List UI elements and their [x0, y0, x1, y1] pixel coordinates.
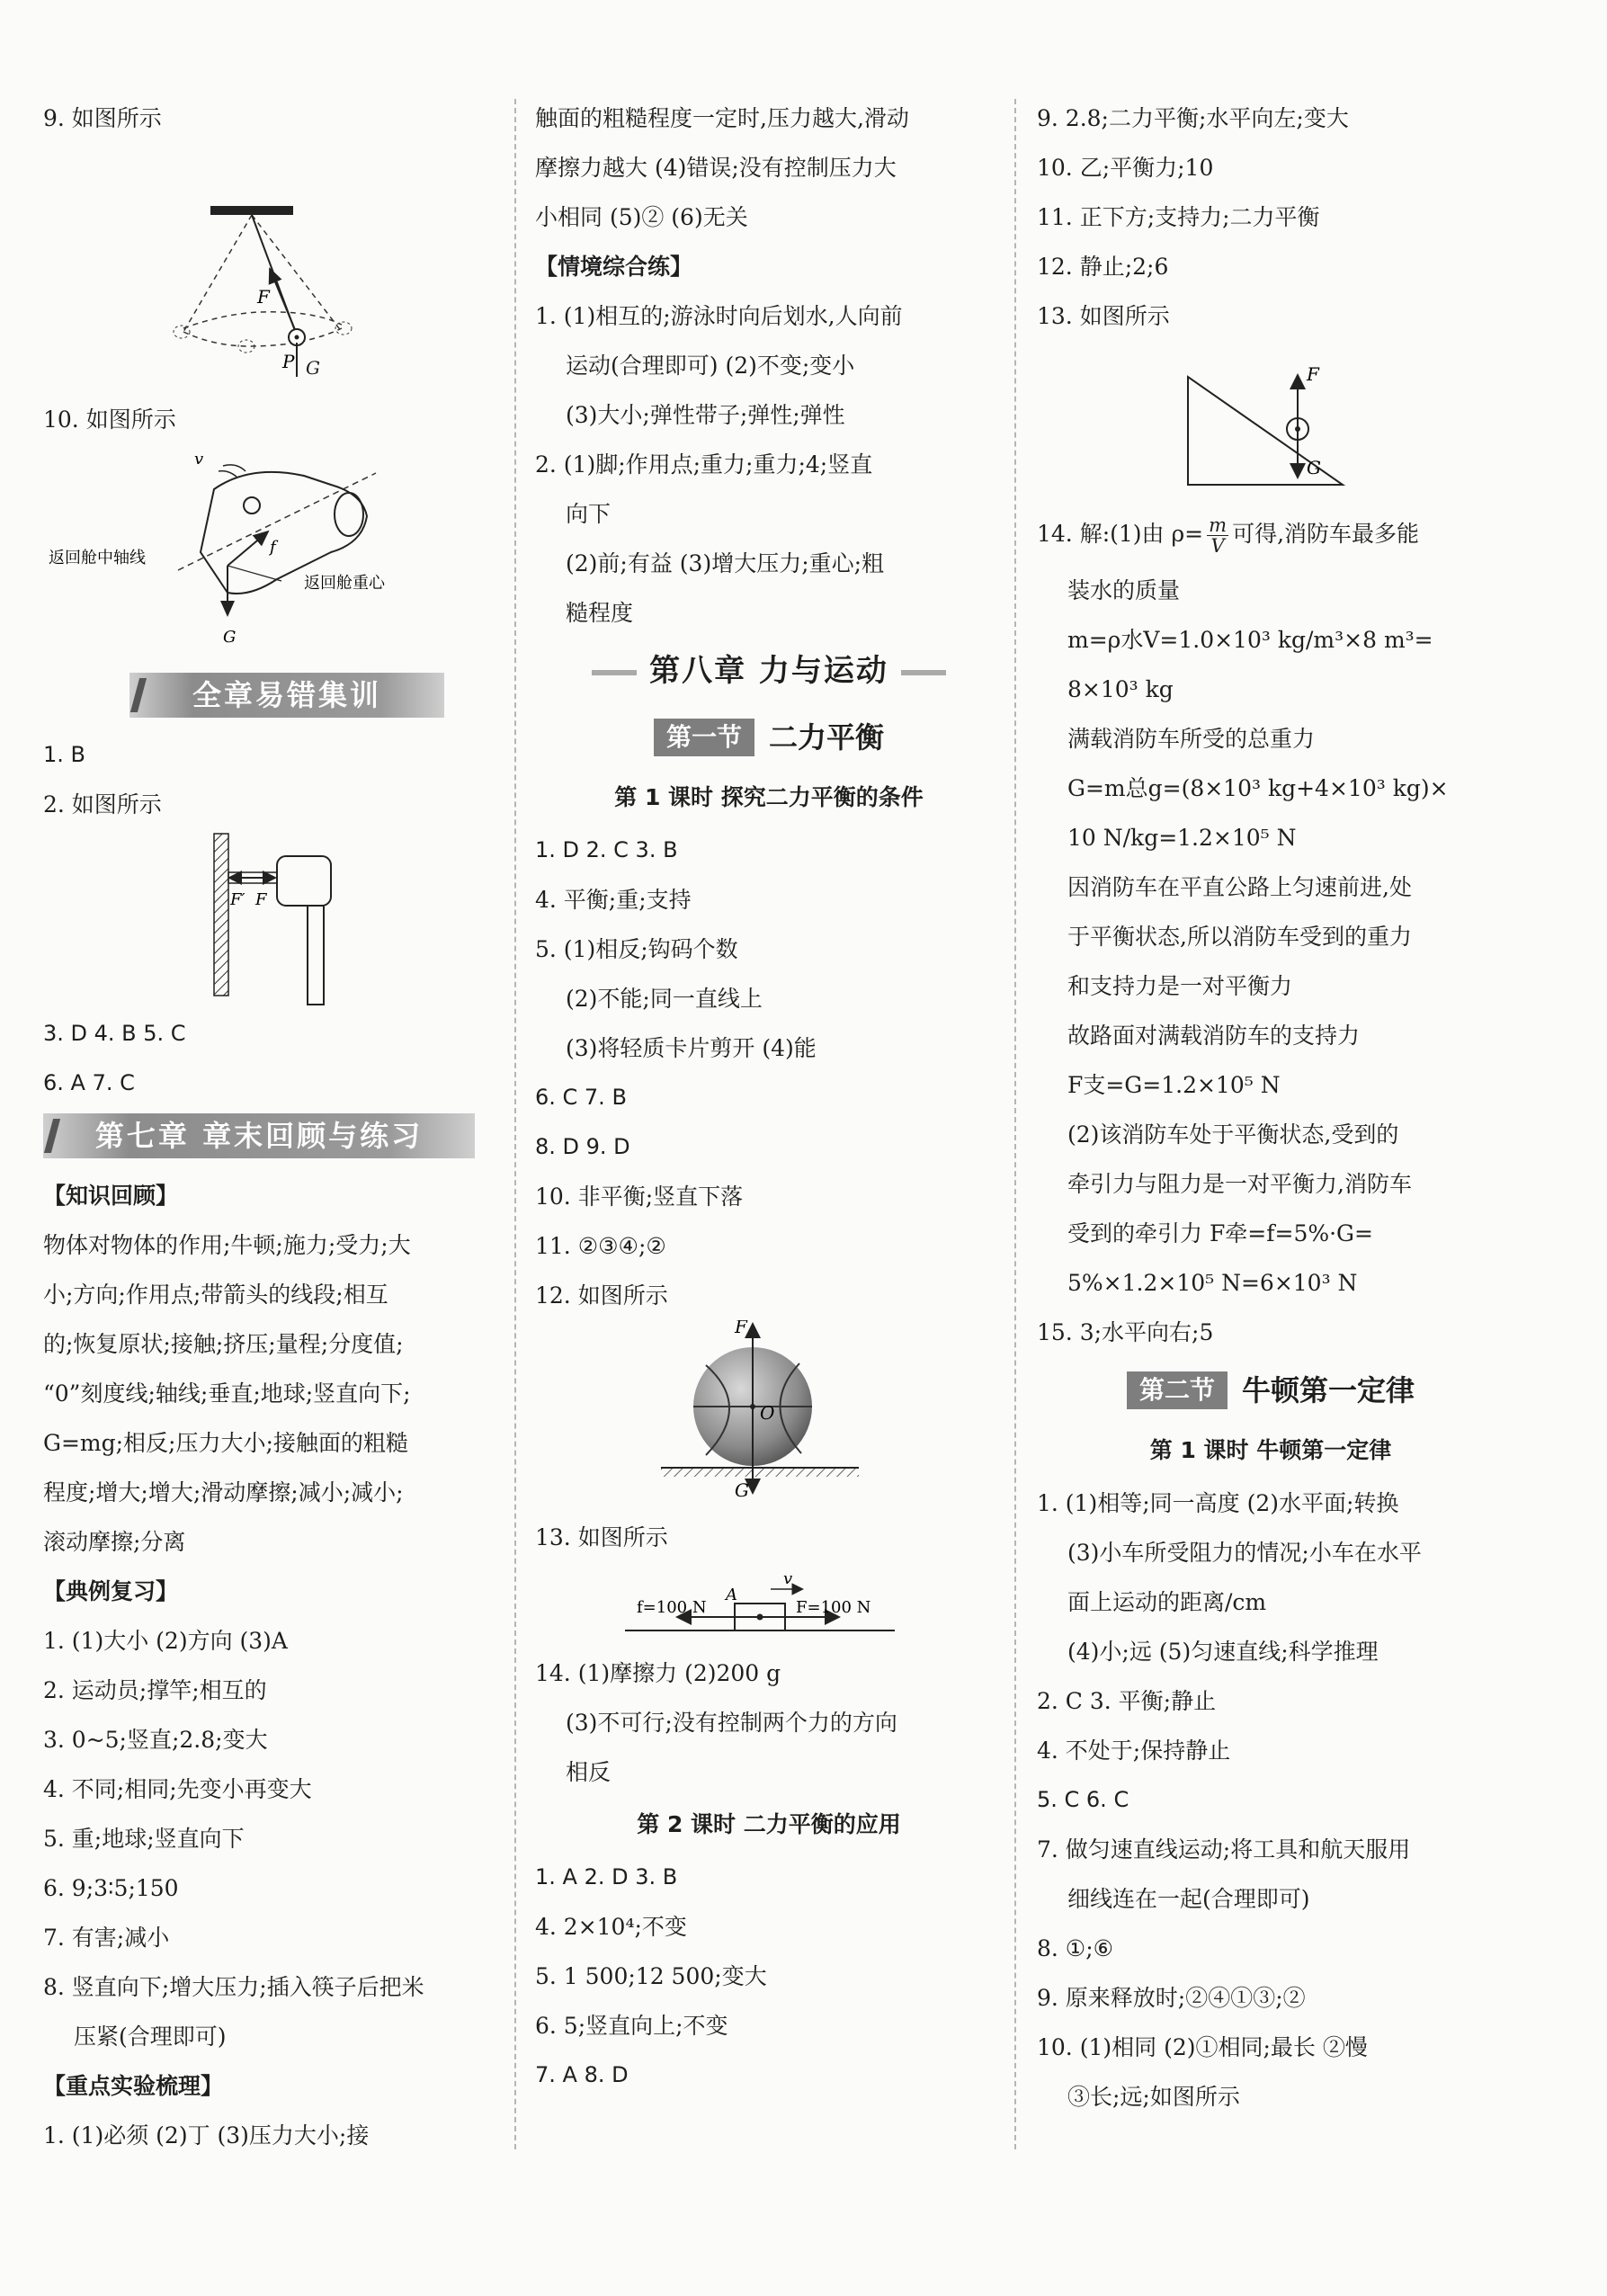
- heading: 【知识回顾】: [43, 1183, 179, 1209]
- answer-line: 3. D 4. B 5. C: [43, 1021, 186, 1046]
- label-f: f=100 N: [637, 1597, 707, 1617]
- label-v: v: [783, 1568, 793, 1588]
- solution-line: G=m总g=(8×10³ kg+4×10³ kg)×: [1067, 775, 1449, 801]
- chapter-title: [535, 638, 1003, 704]
- answer-line: 6. 9;3∶5;150: [43, 1875, 179, 1901]
- answer-line: 6. A 7. C: [43, 1070, 135, 1095]
- answer-line: (3)不可行;没有控制两个力的方向: [566, 1709, 897, 1736]
- section-header: [1037, 1357, 1504, 1423]
- answer-line: 9. 如图所示: [43, 105, 162, 131]
- answer-line: 9. 2.8;二力平衡;水平向左;变大: [1037, 105, 1349, 131]
- answer-line: 11. 正下方;支持力;二力平衡: [1037, 204, 1320, 230]
- answer-line: 4. 2×10⁴;不变: [535, 1913, 687, 1940]
- answer-line: 7. 有害;减小: [43, 1925, 170, 1951]
- text-line: “0”刻度线;轴线;垂直;地球;竖直向下;: [43, 1380, 411, 1407]
- answer-line: 8. 竖直向下;增大压力;插入筷子后把米: [43, 1974, 424, 2000]
- answer-line: 10. 如图所示: [43, 406, 176, 433]
- answer-line: 8. ①;⑥: [1037, 1934, 1114, 1961]
- answer-line: 1. B: [43, 742, 85, 767]
- answer-line: 面上运动的距离/cm: [1067, 1588, 1267, 1615]
- block-figure: [535, 1562, 1003, 1648]
- answer-line: 13. 如图所示: [1037, 303, 1170, 329]
- text-line: 小相同 (5)② (6)无关: [535, 204, 748, 230]
- fraction-num: m: [1209, 514, 1228, 536]
- section-banner-errors: 全章易错集训: [129, 673, 444, 718]
- answer-line: 15. 3;水平向右;5: [1037, 1319, 1214, 1345]
- label-F: F: [1307, 363, 1319, 385]
- label-G: G: [306, 357, 320, 379]
- text-line: 滚动摩擦;分离: [43, 1529, 186, 1555]
- answer-line: 压紧(合理即可): [74, 2024, 227, 2050]
- pendulum-figure: [43, 143, 498, 377]
- answer-line: 10. (1)相同 (2)①相同;最长 ②慢: [1037, 2033, 1368, 2060]
- solution-line: 10 N/kg=1.2×10⁵ N: [1067, 825, 1297, 851]
- answer-line: (3)小车所受阻力的情况;小车在水平: [1067, 1539, 1422, 1566]
- answer-line: 6. 5;竖直向上;不变: [535, 2012, 728, 2039]
- answer-line: 相反: [566, 1758, 612, 1785]
- answer-line: 细线连在一起(合理即可): [1067, 1885, 1310, 1912]
- answer-line: 6. C 7. B: [535, 1084, 627, 1110]
- answer-line: 7. A 8. D: [535, 2061, 629, 2087]
- incline-diagram: [1037, 341, 1504, 503]
- answer-line: 12. 静止;2;6: [1037, 254, 1169, 280]
- divider: [901, 670, 946, 675]
- lesson-title: 第 2 课时 二力平衡的应用: [637, 1810, 901, 1837]
- hammer-figure: [43, 829, 498, 1009]
- answer-line: 4. 不同;相同;先变小再变大: [43, 1776, 312, 1802]
- chapter-label: 第八章 力与运动: [649, 653, 888, 689]
- answer-line: 5. 1 500;12 500;变大: [535, 1962, 767, 1989]
- solution-line: 因消防车在平直公路上匀速前进,处: [1067, 874, 1412, 900]
- label-O: O: [760, 1401, 775, 1424]
- basketball-figure: [535, 1320, 1003, 1500]
- solution-line: F支=G=1.2×10⁵ N: [1067, 1072, 1281, 1098]
- knowledge-review: [43, 1220, 498, 1567]
- answer-line: 4. 平衡;重;支持: [535, 886, 692, 913]
- divider: [592, 670, 637, 675]
- solution-line: 故路面对满载消防车的支持力: [1067, 1023, 1361, 1049]
- label-Fprime: F′: [230, 890, 246, 909]
- label-F: F: [735, 1319, 747, 1337]
- answer-line: 9. 原来释放时;②④①③;②: [1037, 1984, 1306, 2011]
- answer-line: 糙程度: [566, 600, 634, 626]
- answer-line: 8. D 9. D: [535, 1133, 630, 1159]
- answer-line: 5. C 6. C: [1037, 1786, 1129, 1812]
- text-line: G=mg;相反;压力大小;接触面的粗糙: [43, 1430, 408, 1456]
- label-G: G: [223, 628, 237, 647]
- solution-line: 牵引力与阻力是一对平衡力,消防车: [1067, 1171, 1412, 1197]
- solution-line: m=ρ水V=1.0×10³ kg/m³×8 m³=: [1067, 627, 1433, 653]
- answer-line: (2)不能;同一直线上: [566, 985, 763, 1012]
- solution-line: (2)该消防车处于平衡状态,受到的: [1067, 1121, 1399, 1148]
- answer-line: 运动(合理即可) (2)不变;变小: [566, 353, 855, 379]
- q14-head: 14. 解:(1)由 ρ=: [1037, 521, 1204, 547]
- answer-line: 1. (1)大小 (2)方向 (3)A: [43, 1628, 288, 1654]
- answer-line: 12. 如图所示: [535, 1282, 668, 1309]
- solution-line: 5%×1.2×10⁵ N=6×10³ N: [1067, 1270, 1358, 1296]
- hammer-diagram: [43, 829, 493, 1009]
- section-tag: 第二节: [1127, 1371, 1228, 1409]
- q14-tail: 可得,消防车最多能: [1232, 521, 1420, 547]
- answer-line: 1. (1)相等;同一高度 (2)水平面;转换: [1037, 1489, 1399, 1516]
- text-line: 小;方向;作用点;带箭头的线段;相互: [43, 1282, 388, 1308]
- answer-line: 13. 如图所示: [535, 1523, 668, 1550]
- label-f: f: [270, 538, 276, 557]
- answer-line: 10. 乙;平衡力;10: [1037, 155, 1214, 181]
- section-title: 牛顿第一定律: [1242, 1372, 1415, 1407]
- column-divider: [1014, 99, 1016, 2149]
- answer-line: [1037, 503, 1504, 566]
- answer-line: 1. (1)相互的;游泳时向后划水,人向前: [535, 303, 903, 329]
- answer-line: 4. 不处于;保持静止: [1037, 1737, 1231, 1764]
- lesson-title: 第 1 课时 探究二力平衡的条件: [614, 783, 924, 810]
- section-header: [535, 704, 1003, 770]
- section-title: 二力平衡: [769, 719, 885, 755]
- text-line: 物体对物体的作用;牛顿;施力;受力;大: [43, 1232, 411, 1258]
- pendulum-diagram: [43, 143, 493, 377]
- fraction: [1207, 515, 1228, 556]
- answer-line: 11. ②③④;②: [535, 1232, 666, 1259]
- heading: 【重点实验梳理】: [43, 2073, 224, 2099]
- solution-line: 满载消防车所受的总重力: [1067, 726, 1316, 752]
- section-banner-review: 第七章 章末回顾与练习: [43, 1113, 475, 1158]
- example-review: [43, 1616, 498, 2061]
- text-line: 的;恢复原状;接触;挤压;量程;分度值;: [43, 1331, 404, 1357]
- column-3: [1037, 94, 1504, 2122]
- capsule-figure: [43, 444, 498, 660]
- answer-line: 5. (1)相反;钩码个数: [535, 935, 738, 962]
- answer-line: 2. (1)脚;作用点;重力;重力;4;竖直: [535, 451, 873, 478]
- answer-line: (4)小;远 (5)匀速直线;科学推理: [1067, 1638, 1379, 1665]
- column-divider: [514, 99, 516, 2149]
- solution-line: 受到的牵引力 F牵=f=5%·G=: [1067, 1220, 1373, 1246]
- answer-line: 7. 做匀速直线运动;将工具和航天服用: [1037, 1836, 1411, 1863]
- label-F: F: [257, 286, 270, 308]
- answer-line: (3)将轻质卡片剪开 (4)能: [566, 1034, 817, 1061]
- label-center: 返回舱重心: [304, 574, 385, 593]
- text-line: 程度;增大;增大;滑动摩擦;减小;减小;: [43, 1479, 404, 1505]
- answer-line: 2. 运动员;撑竿;相互的: [43, 1677, 267, 1703]
- heading: 【典例复习】: [43, 1578, 179, 1604]
- label-v: v: [194, 450, 204, 469]
- label-F: F=100 N: [796, 1597, 871, 1617]
- section-tag: 第一节: [654, 719, 754, 756]
- solution-line: 装水的质量: [1067, 577, 1181, 603]
- label-A: A: [726, 1585, 737, 1604]
- answer-line: 1. A 2. D 3. B: [535, 1863, 678, 1890]
- answer-line: (2)前;有益 (3)增大压力;重心;粗: [566, 550, 885, 576]
- label-G: G: [735, 1479, 749, 1500]
- column-1: [43, 94, 498, 2160]
- heading: 【情境综合练】: [535, 254, 693, 280]
- incline-figure: [1037, 341, 1504, 503]
- solution-line: 8×10³ kg: [1067, 676, 1174, 702]
- answer-line: 2. 如图所示: [43, 791, 162, 817]
- answer-line: 10. 非平衡;竖直下落: [535, 1183, 744, 1210]
- fraction-den: V: [1210, 535, 1225, 557]
- answer-line: 2. C 3. 平衡;静止: [1037, 1687, 1217, 1714]
- label-axis: 返回舱中轴线: [49, 549, 146, 567]
- column-2: [535, 94, 1003, 2100]
- solution-line: 于平衡状态,所以消防车受到的重力: [1067, 924, 1412, 950]
- label-G: G: [1307, 457, 1321, 478]
- block-diagram: [535, 1562, 1003, 1648]
- text-line: 摩擦力越大 (4)错误;没有控制压力大: [535, 155, 897, 181]
- answer-line: 14. (1)摩擦力 (2)200 g: [535, 1659, 781, 1686]
- label-P: P: [282, 351, 295, 372]
- answer-line: 向下: [566, 501, 612, 527]
- basketball-diagram: [535, 1320, 1003, 1500]
- lesson-title: 第 1 课时 牛顿第一定律: [1149, 1436, 1392, 1463]
- answer-line: 1. (1)必须 (2)丁 (3)压力大小;接: [43, 2122, 370, 2149]
- text-line: 触面的粗糙程度一定时,压力越大,滑动: [535, 105, 909, 131]
- answer-line: 5. 重;地球;竖直向下: [43, 1826, 245, 1852]
- answer-line: (3)大小;弹性带子;弹性;弹性: [566, 402, 845, 428]
- capsule-diagram: [43, 444, 493, 660]
- answer-line: 3. 0~5;竖直;2.8;变大: [43, 1727, 268, 1753]
- solution-line: 和支持力是一对平衡力: [1067, 973, 1293, 999]
- answer-line: ③长;远;如图所示: [1067, 2083, 1240, 2110]
- answer-line: 1. D 2. C 3. B: [535, 836, 678, 862]
- label-F: F: [255, 890, 267, 909]
